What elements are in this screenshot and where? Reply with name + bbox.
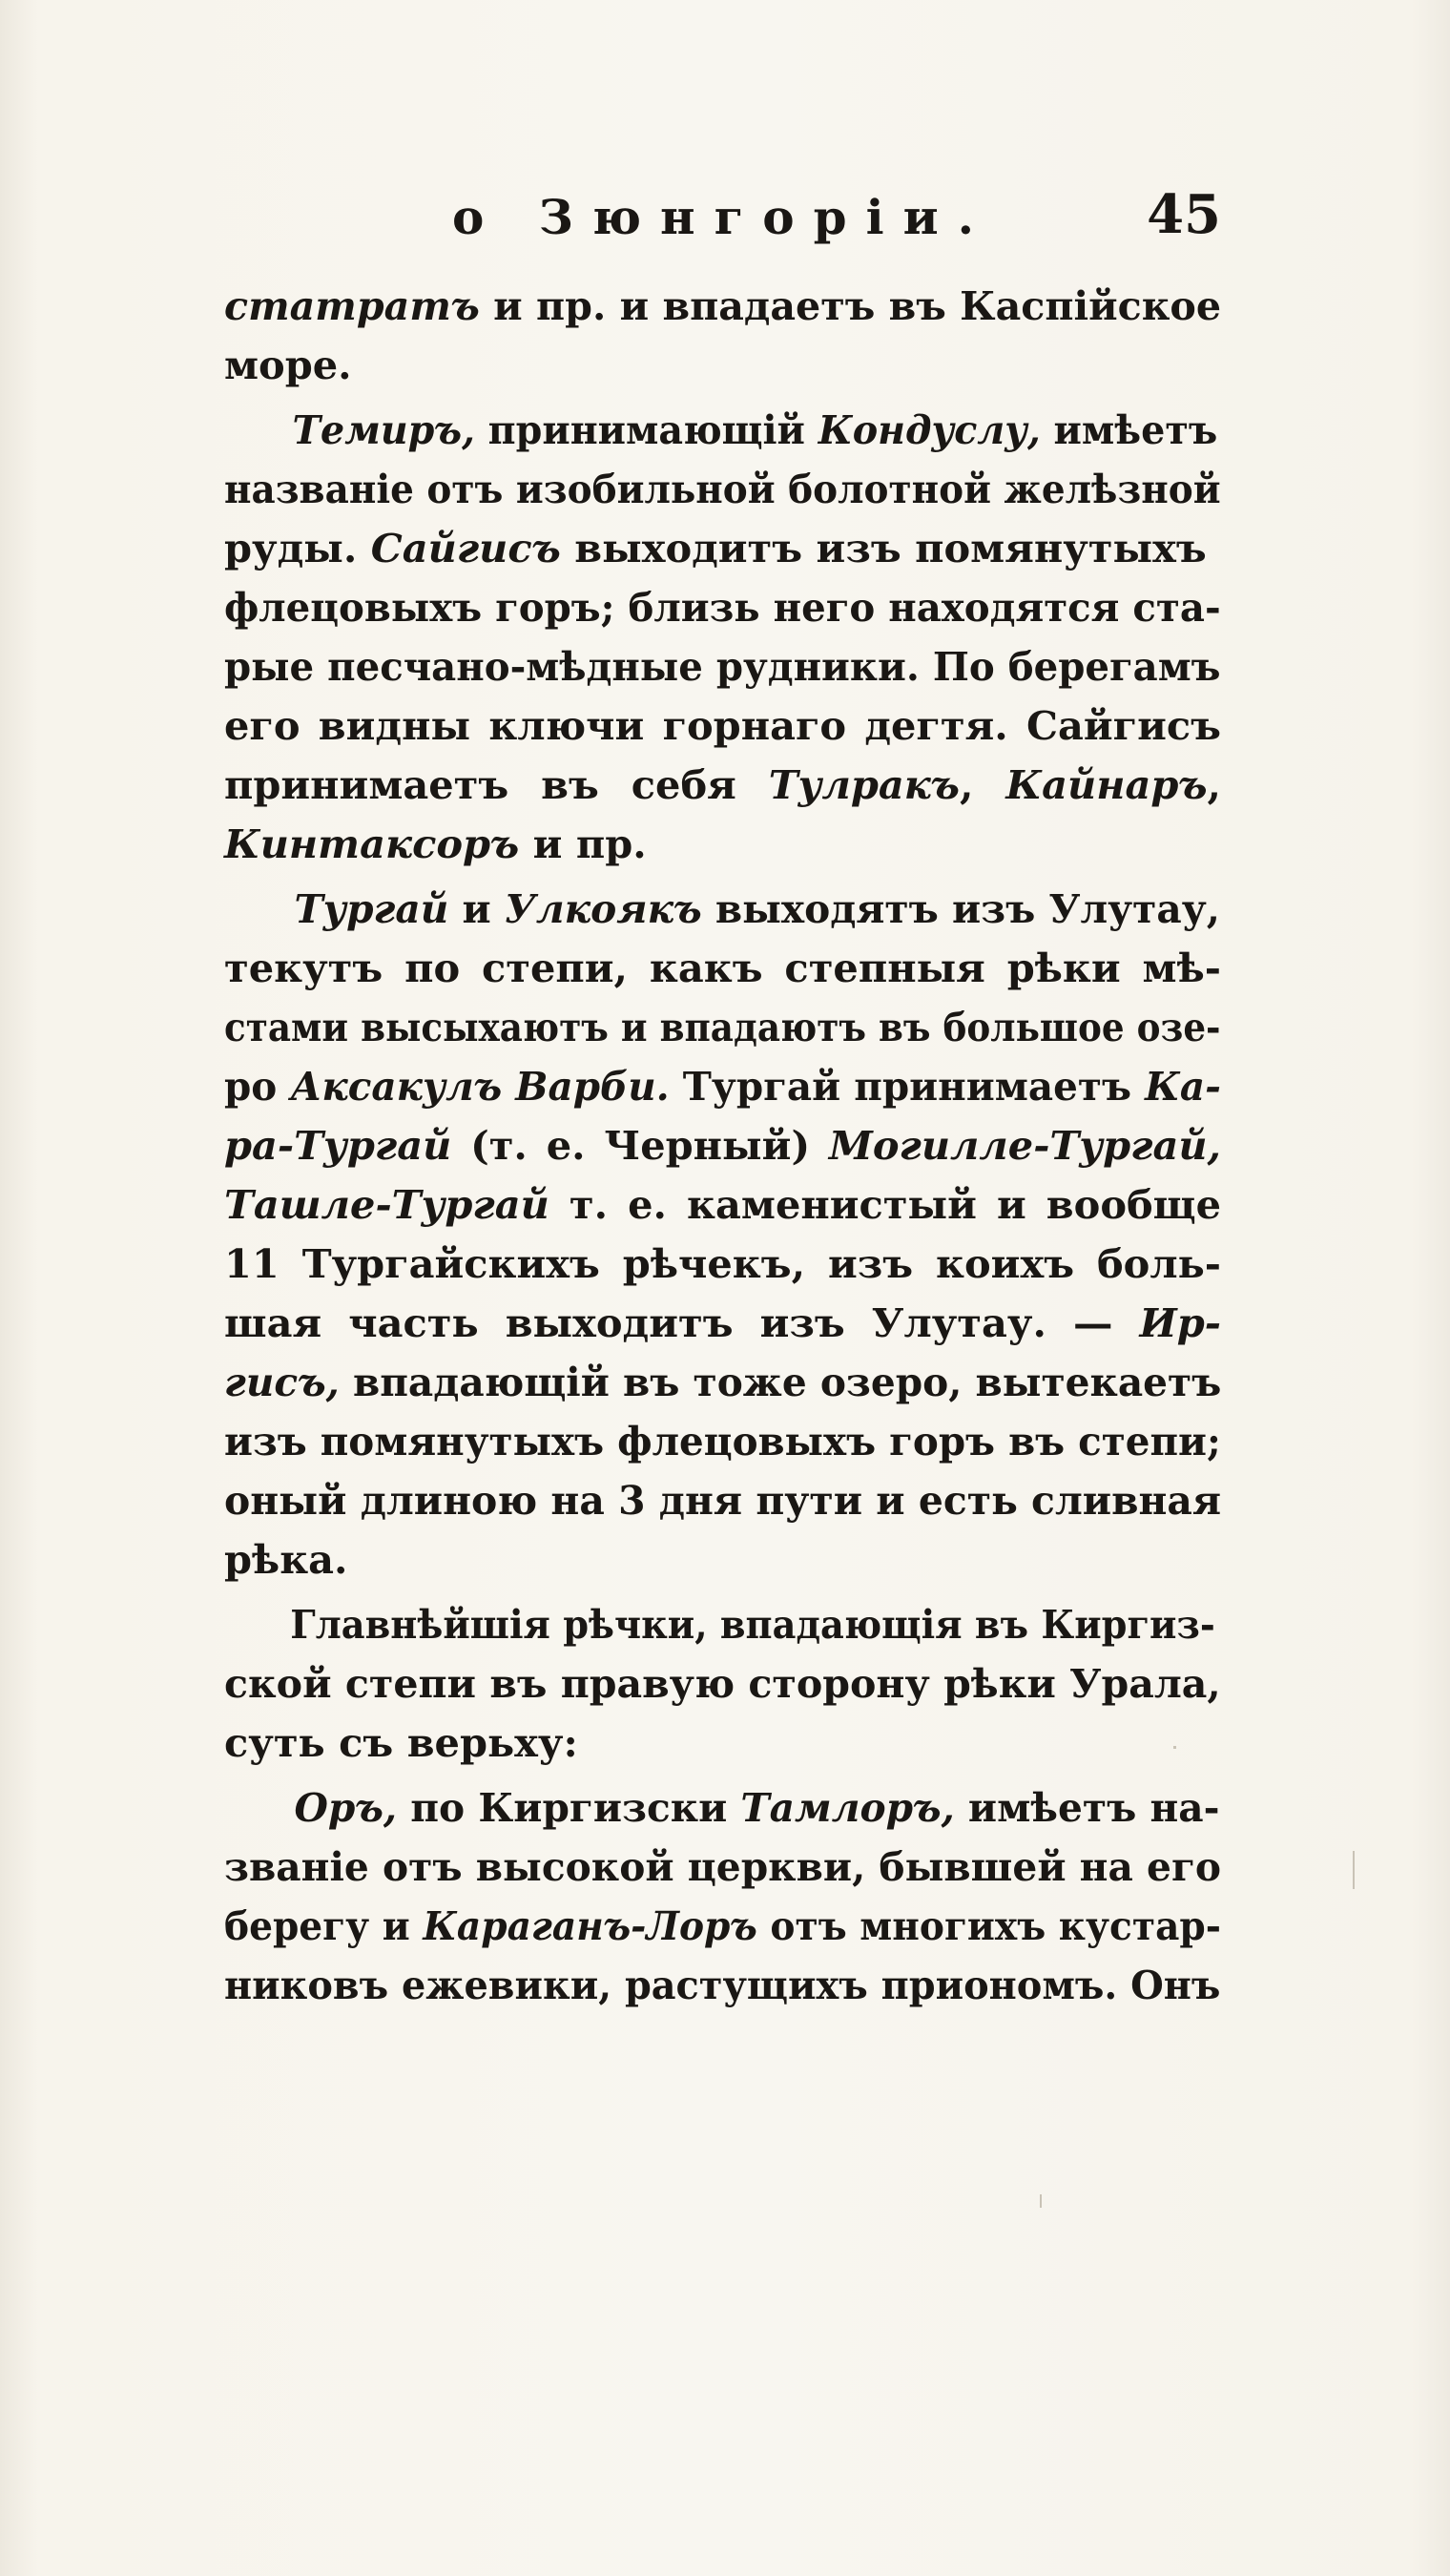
italic-term: Могилле-Тургай, <box>828 1122 1221 1169</box>
text-run: Тургай принимаетъ <box>669 1063 1146 1110</box>
text-line <box>224 880 1220 939</box>
italic-term: Ир- <box>1139 1299 1221 1346</box>
text-run: никовъ ежевики, растущихъ приономъ. Онъ <box>224 1962 1221 2008</box>
text-line <box>224 1714 1221 1773</box>
italic-term: Кондуслу, <box>818 406 1041 453</box>
text-run: стами высыхаютъ и впадаютъ въ большое озе- <box>224 1004 1221 1050</box>
text-line <box>224 336 1221 395</box>
italic-term: Темиръ, <box>292 406 475 453</box>
text-line <box>224 277 1221 336</box>
paper-speck <box>1353 1851 1355 1889</box>
text-run: отъ многихъ кустар- <box>756 1902 1221 1949</box>
text-run: , <box>959 761 1006 808</box>
text-run: ской степи въ правую сторону рѣки Урала, <box>224 1660 1221 1707</box>
text-line <box>224 1116 1221 1175</box>
text-run: рѣка. <box>224 1536 348 1583</box>
italic-term: Ташле-Тургай <box>224 1181 549 1228</box>
text-run: выходятъ изъ Улутау, <box>701 885 1220 932</box>
body-text <box>224 277 1221 2015</box>
text-run: рые песчано-мѣдные рудники. По берегамъ <box>224 643 1221 690</box>
text-run: по Киргизски <box>397 1784 741 1831</box>
text-line <box>224 1838 1221 1897</box>
text-line <box>224 756 1221 815</box>
text-line <box>224 519 1221 578</box>
text-run: изъ помянутыхъ флецовыхъ горъ въ степи; <box>224 1418 1221 1465</box>
text-run: оный длиною на 3 дня пути и есть сливная <box>224 1477 1222 1524</box>
italic-term: Сайгисъ <box>370 525 561 571</box>
text-run: званіе отъ высокой церкви, бывшей на его <box>224 1843 1222 1890</box>
paragraph <box>224 1595 1221 1773</box>
text-line <box>224 1471 1221 1530</box>
text-run: выходитъ изъ помянутыхъ <box>560 525 1207 571</box>
paragraph <box>224 1778 1221 2015</box>
italic-term: Ка- <box>1145 1063 1221 1110</box>
italic-term: Караганъ-Лоръ <box>423 1902 757 1949</box>
italic-term: Тулракъ <box>768 761 960 808</box>
text-run: принимающій <box>474 406 818 453</box>
italic-term: Тургай <box>294 885 449 932</box>
text-line <box>224 1654 1221 1714</box>
text-run: флецовыхъ горъ; близь него находятся ста- <box>224 584 1221 631</box>
text-line <box>224 1595 1215 1654</box>
text-run: имѣетъ на- <box>954 1784 1220 1831</box>
text-line <box>224 1530 1221 1589</box>
text-run: принимаетъ въ себя <box>224 761 769 808</box>
text-line <box>224 998 1221 1057</box>
text-line <box>224 460 1221 519</box>
text-run: ро <box>224 1063 291 1110</box>
text-line <box>224 1956 1220 2015</box>
text-run: Главнѣйшія рѣчки, впадающія въ Киргиз- <box>290 1601 1215 1648</box>
text-line <box>224 1057 1221 1116</box>
running-title: о Зюнгоріи. <box>451 189 994 245</box>
text-run: и пр. <box>519 821 647 867</box>
text-run: , <box>1207 761 1221 808</box>
text-run: т. е. каменистый и вообще <box>549 1181 1221 1228</box>
text-run: названіе отъ изобильной болотной желѣзной <box>224 466 1221 512</box>
italic-term: Тамлоръ, <box>740 1784 955 1831</box>
text-run: руды. <box>224 525 371 571</box>
text-run: море. <box>224 342 352 388</box>
paragraph <box>224 401 1221 874</box>
text-line <box>224 1235 1221 1294</box>
paper-speck <box>1173 1746 1176 1749</box>
text-line <box>224 578 1221 637</box>
text-line <box>224 1412 1221 1471</box>
paragraph <box>224 277 1221 395</box>
text-run: впадающій въ тоже озеро, вытекаетъ <box>339 1359 1222 1405</box>
text-run: суть съ верьху: <box>224 1719 578 1766</box>
text-run: берегу и <box>224 1902 424 1949</box>
paper-speck <box>1040 2194 1042 2208</box>
text-line <box>224 1175 1221 1235</box>
text-line <box>224 696 1221 756</box>
text-run: имѣетъ <box>1040 406 1218 453</box>
text-run: его видны ключи горнаго дегтя. Сайгисъ <box>224 702 1221 749</box>
page-number: 45 <box>1147 183 1221 246</box>
italic-term: Оръ, <box>294 1784 398 1831</box>
italic-term: Аксакулъ Варби. <box>290 1063 670 1110</box>
italic-term: ра-Тургай <box>224 1122 452 1169</box>
italic-term: Кинтаксоръ <box>224 821 520 867</box>
text-line <box>224 1353 1221 1412</box>
text-run: текутъ по степи, какъ степныя рѣки мѣ- <box>224 945 1221 991</box>
text-line <box>224 637 1221 696</box>
italic-term: статратъ <box>224 282 480 329</box>
text-line <box>224 401 1217 460</box>
text-line <box>224 1897 1221 1956</box>
text-line <box>224 939 1221 998</box>
text-run: 11 Тургайскихъ рѣчекъ, изъ коихъ боль- <box>224 1240 1221 1287</box>
text-run: и пр. и впадаетъ въ Каспійское <box>479 282 1222 329</box>
italic-term: Кайнаръ <box>1005 761 1208 808</box>
text-run: и <box>448 885 505 932</box>
text-line <box>224 1294 1221 1353</box>
text-line <box>224 815 1221 874</box>
text-line <box>224 1778 1219 1838</box>
text-run: (т. е. Черный) <box>451 1122 829 1169</box>
paragraph <box>224 880 1221 1589</box>
italic-term: Улкоякъ <box>504 885 702 932</box>
italic-term: гисъ, <box>224 1359 340 1405</box>
text-run: шая часть выходитъ изъ Улутау. — <box>224 1299 1140 1346</box>
running-head <box>224 183 1221 256</box>
